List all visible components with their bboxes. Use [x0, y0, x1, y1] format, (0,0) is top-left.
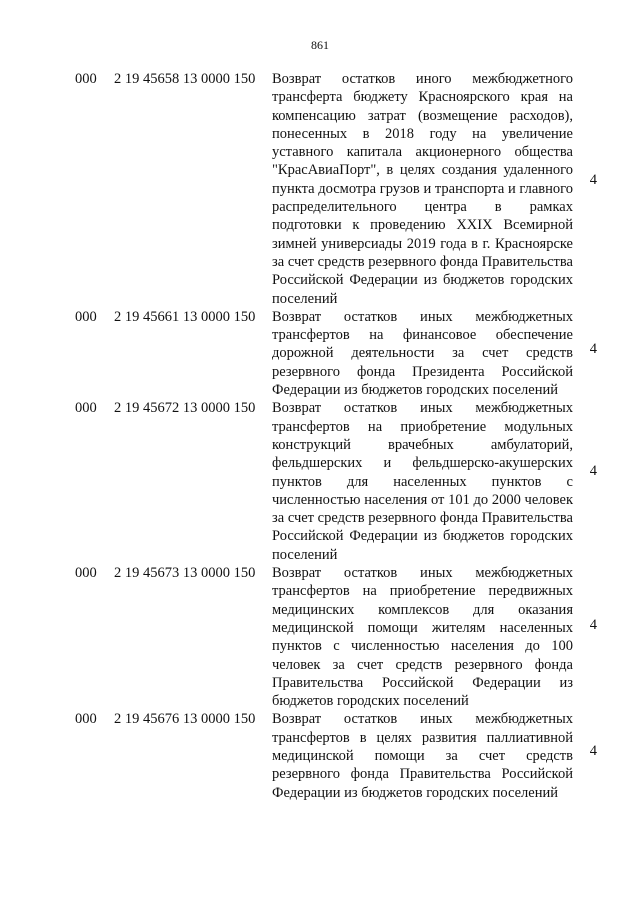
page-number: 861 — [311, 38, 329, 52]
budget-classification-code: 2 19 45673 13 0000 150 — [114, 565, 256, 582]
table-row — [75, 70, 610, 308]
admin-code: 000 — [75, 308, 97, 325]
budget-codes-table — [75, 70, 610, 802]
budget-classification-code: 2 19 45661 13 0000 150 — [114, 308, 256, 325]
row-description: Возврат остатков иного межбюджетного трансферта бюджету Красноярского края на компенсацию затрат (возмещение расходов), понесенных в 2018 году на увеличение уставного капитала акционерного общества "КрасАвиаПорт", в целях создания удаленного пункта досмотра грузов и транспорта и главного распределительного центра в рамках подготовки к проведению XXIX Всемирной зимней универсиады 2019 года в г. Красноярске за счет средств резервного фонда Правительства Российской Федерации из бюджетов городских поселений — [272, 71, 573, 307]
row-value: 4 — [589, 172, 597, 188]
admin-code: 000 — [75, 400, 97, 417]
row-description: Возврат остатков иных межбюджетных трансфертов на финансовое обеспечение дорожной деятельности за счет средств резервного фонда Президента Российской Федерации из бюджетов городских поселений — [272, 308, 573, 399]
budget-classification-code: 2 19 45658 13 0000 150 — [114, 71, 256, 87]
budget-classification-code: 2 19 45676 13 0000 150 — [114, 711, 256, 728]
budget-classification-code: 2 19 45672 13 0000 150 — [114, 400, 256, 417]
row-value: 4 — [589, 617, 597, 634]
row-value: 4 — [589, 743, 597, 760]
admin-code: 000 — [75, 565, 97, 582]
table-row — [75, 710, 610, 801]
admin-code: 000 — [75, 711, 97, 728]
table-row — [75, 308, 610, 399]
table-row — [75, 399, 610, 564]
row-value: 4 — [589, 340, 597, 357]
admin-code: 000 — [75, 71, 97, 87]
row-value: 4 — [589, 463, 597, 480]
row-description: Возврат остатков иных межбюджетных трансфертов на приобретение передвижных медицинских комплексов для оказания медицинской помощи жителям населенных пунктов с численностью населения до 100 человек за счет средств резервного фонда Правительства Российской Федерации из бюджетов городских поселений — [272, 565, 573, 710]
row-description: Возврат остатков иных межбюджетных трансфертов на приобретение модульных конструкций врачебных амбулаторий, фельдшерских и фельдшерско-акушерских пунктов для населенных пунктов с численностью населения от 101 до 2000 человек за счет средств резервного фонда Правительства Российской Федерации из бюджетов городских поселений — [272, 400, 573, 563]
table-row — [75, 564, 610, 710]
row-description: Возврат остатков иных межбюджетных трансфертов в целях развития паллиативной медицинской помощи за счет средств резервного фонда Правительства Российской Федерации из бюджетов городских поселений — [272, 711, 573, 801]
